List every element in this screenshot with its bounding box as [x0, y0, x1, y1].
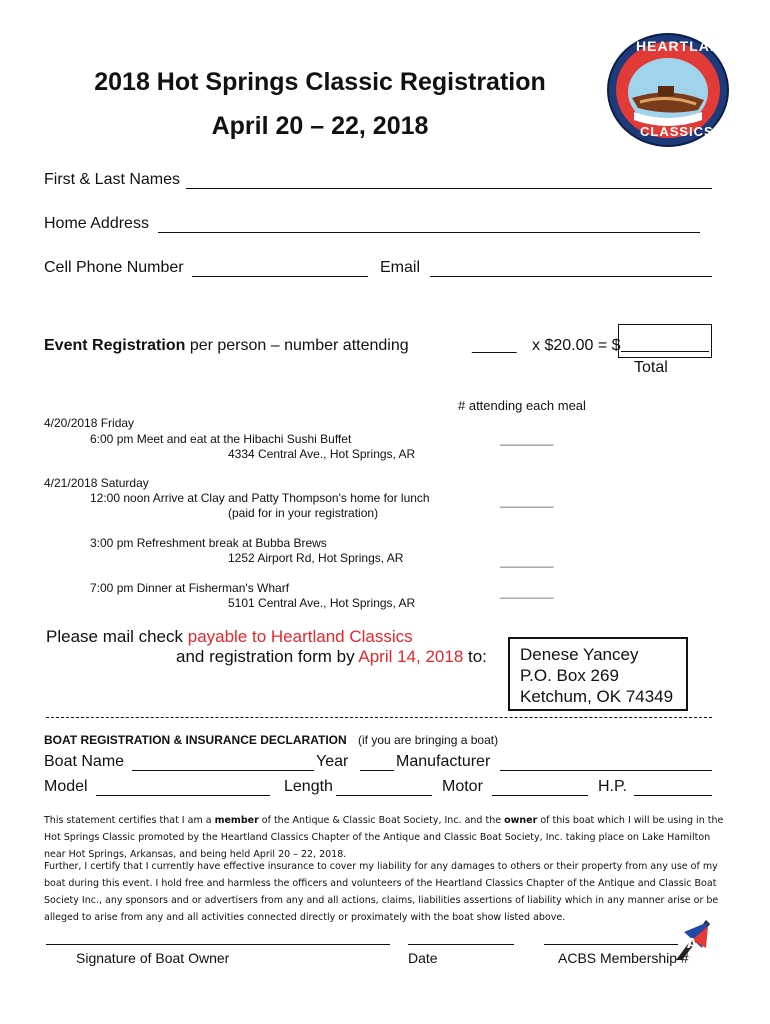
price-text: x $20.00 = $: [532, 337, 621, 354]
event-address: 4334 Central Ave., Hot Springs, AR: [228, 447, 416, 461]
legal-owner-bold: owner: [504, 815, 538, 826]
event-line: 12:00 noon Arrive at Clay and Patty Thompson's home for lunch: [90, 491, 430, 505]
day-saturday: 4/21/2018 Saturday: [44, 476, 149, 490]
payable-to-text: payable to Heartland Classics: [187, 627, 413, 646]
meal-count-field[interactable]: ________: [500, 554, 554, 568]
total-underline: [621, 351, 709, 352]
boat-section-header: [44, 733, 498, 747]
date-label: Date: [408, 950, 438, 966]
name-field[interactable]: [186, 188, 712, 189]
heartland-classics-logo-icon: [606, 28, 733, 152]
mail-text: and registration form by: [176, 647, 359, 666]
legal-text: of this boat which I will be using in the Hot Springs Classic promoted by the Heartland Classics Chapter of the Antique and Classic Boat Society, Inc. taking place on Lake Hamilton near Hot Springs, Arkansas, and being held April 20 – 22, 2018.: [44, 815, 724, 860]
motor-label: Motor: [442, 778, 483, 795]
hp-label: H.P.: [598, 778, 628, 795]
event-line: 7:00 pm Dinner at Fisherman's Wharf: [90, 581, 290, 595]
legal-text: of the Antique & Classic Boat Society, Inc. and the: [258, 815, 505, 826]
legal-paragraph-2: Further, I certify that I currently have effective insurance to cover my liability for any damages to others or their property from any use of my boat during this event. I hold free and harmless the officers and volunteers of the Heartland Classics Chapter of the Antique and Classic Boat Society Inc., any sponsors and or advertisers from any and all actions, claims, liabilities assertions of liability which in any manner arise or be alleged to arise from any and all activities connected directly or proximately with the boat show listed above.: [44, 861, 719, 923]
phone-field[interactable]: [192, 276, 368, 277]
length-label: Length: [284, 778, 333, 795]
mail-text: to:: [463, 647, 487, 666]
attending-header: # attending each meal: [458, 398, 586, 413]
meal-count-field[interactable]: ________: [500, 585, 554, 599]
svg-text:A: A: [687, 937, 698, 952]
meal-count-field[interactable]: ________: [500, 494, 554, 508]
model-label: Model: [44, 778, 88, 795]
legal-member-bold: member: [214, 815, 259, 826]
cut-divider: [46, 717, 712, 718]
address-name: Denese Yancey: [520, 645, 639, 664]
boat-name-label: Boat Name: [44, 753, 125, 770]
length-field[interactable]: [336, 795, 432, 796]
attending-count-field[interactable]: _____: [472, 337, 517, 354]
phone-label: Cell Phone Number: [44, 259, 184, 276]
deadline-date: April 14, 2018: [358, 647, 464, 666]
total-box[interactable]: [618, 324, 712, 358]
boat-section-note: (if you are bringing a boat): [358, 733, 499, 747]
boat-section-title: BOAT REGISTRATION & INSURANCE DECLARATION: [44, 733, 347, 747]
motor-field[interactable]: [492, 795, 588, 796]
name-label: First & Last Names: [44, 171, 181, 188]
address-label: Home Address: [44, 215, 149, 232]
model-field[interactable]: [96, 795, 270, 796]
boat-name-field[interactable]: [132, 770, 314, 771]
legal-paragraph-1: [44, 812, 724, 863]
acbs-number-line[interactable]: [544, 944, 678, 945]
owner-signature-line[interactable]: [46, 944, 390, 945]
page-title: 2018 Hot Springs Classic Registration: [94, 68, 546, 96]
event-registration-bold: Event Registration: [44, 337, 186, 354]
email-field[interactable]: [430, 276, 712, 277]
hp-field[interactable]: [634, 795, 712, 796]
page-subtitle-dates: April 20 – 22, 2018: [211, 112, 429, 140]
logo-text-top: HEARTLAND: [636, 38, 733, 54]
event-registration-rest: per person – number attending: [189, 337, 409, 354]
mail-instruction-line1: [46, 627, 413, 647]
year-field[interactable]: [360, 770, 394, 771]
email-label: Email: [380, 259, 421, 276]
address-po-box: P.O. Box 269: [520, 666, 619, 685]
manufacturer-label: Manufacturer: [396, 753, 491, 770]
event-line: 6:00 pm Meet and eat at the Hibachi Sushi Buffet: [90, 432, 352, 446]
address-city: Ketchum, OK 74349: [520, 687, 674, 706]
mail-instruction-line2: [176, 647, 487, 667]
mail-text: Please mail check: [46, 627, 188, 646]
total-label: Total: [634, 359, 668, 376]
date-signature-line[interactable]: [408, 944, 514, 945]
manufacturer-field[interactable]: [500, 770, 712, 771]
logo-text-bottom: CLASSICS: [640, 124, 714, 139]
event-line: 3:00 pm Refreshment break at Bubba Brews: [90, 536, 327, 550]
year-label: Year: [316, 753, 349, 770]
owner-signature-label: Signature of Boat Owner: [76, 950, 230, 966]
legal-text: This statement certifies that I am a: [44, 815, 215, 826]
mailing-address-box: [508, 637, 688, 711]
event-registration-label: [44, 337, 409, 355]
day-friday: 4/20/2018 Friday: [44, 416, 135, 430]
event-address: 5101 Central Ave., Hot Springs, AR: [228, 596, 416, 610]
event-address: 1252 Airport Rd, Hot Springs, AR: [228, 551, 404, 565]
acbs-membership-label: ACBS Membership #: [558, 950, 689, 966]
meal-count-field[interactable]: ________: [500, 432, 554, 446]
event-address: (paid for in your registration): [228, 506, 379, 520]
address-field[interactable]: [158, 232, 700, 233]
